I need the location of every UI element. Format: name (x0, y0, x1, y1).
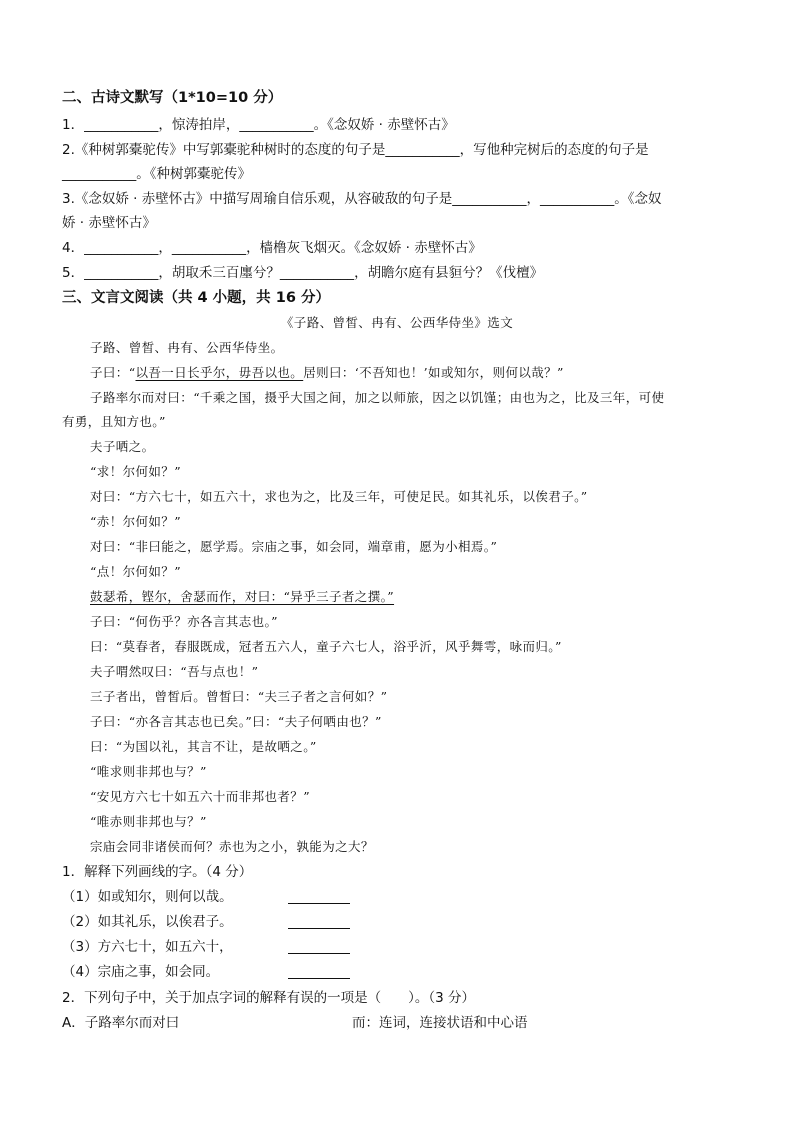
sub-question: （1）如或知尔，则何以哉。 (62, 889, 233, 905)
passage-line: “求！尔何如？” (90, 464, 181, 479)
question-2-4: 4．___________，___________，樯橹灰飞烟灭。《念奴娇 · 赤壁怀古》 (62, 240, 482, 256)
sub-question: （3）方六七十，如五六十， (62, 939, 233, 955)
answer-blank[interactable] (288, 889, 350, 904)
question-2-1: 1．___________，惊涛拍岸，___________。《念奴娇 · 赤壁怀古》 (62, 117, 455, 133)
passage-line: “唯赤则非邦也与？” (90, 814, 207, 829)
option-a-explanation: 而：连词，连接状语和中心语 (352, 1015, 528, 1031)
option-a-sentence: A．子路率尔而对曰 (62, 1015, 180, 1031)
passage-line: 夫子哂之。 (90, 439, 155, 454)
question-2-5: 5．___________，胡取禾三百廛兮？___________，胡瞻尔庭有县貆兮？《伐檀》 (62, 265, 544, 281)
question-2-2: 2.《种树郭橐驼传》中写郭橐驼种树时的态度的句子是___________，写他种完树后的态度的句子是 (62, 142, 649, 158)
passage-line: 子路率尔而对曰：“千乘之国，摄乎大国之间，加之以师旅，因之以饥馑；由也为之，比及三年，可使 (90, 390, 665, 405)
sub-question: （4）宗庙之事，如会同。 (62, 964, 220, 980)
question-2-2-cont: ___________。《种树郭橐驼传》 (62, 166, 251, 182)
sub-question: （2）如其礼乐，以俟君子。 (62, 914, 233, 930)
passage-line: 子曰：“亦各言其志也已矣。”曰：“夫子何哂由也？” (90, 714, 382, 729)
passage-line: 三子者出，曾皙后。曾皙曰：“夫三子者之言何如？” (90, 689, 388, 704)
underlined-sentence: 以吾一日长乎尔，毋吾以也。 (135, 365, 304, 380)
option-a (62, 1013, 734, 1033)
passage-line: 有勇，且知方也。” (62, 414, 166, 429)
passage-line: 对曰：“非曰能之，愿学焉。宗庙之事，如会同，端章甫，愿为小相焉。” (90, 539, 498, 554)
passage-line: “点！尔何如？” (90, 564, 181, 579)
passage-line: 夫子喟然叹曰：“吾与点也！” (90, 664, 259, 679)
question-2-3-cont: 娇 · 赤壁怀古》 (62, 215, 156, 231)
passage-line: 对曰：“方六七十，如五六十，求也为之，比及三年，可使足民。如其礼乐，以俟君子。” (90, 489, 588, 504)
underlined-passage-line: 鼓瑟希，铿尔，舍瑟而作，对曰：“异乎三子者之撰。” (90, 589, 395, 604)
section-2-title: 二、古诗文默写（1*10=10 分） (62, 90, 283, 106)
passage-title: 《子路、曾皙、冉有、公西华侍坐》选文 (280, 315, 514, 330)
question-2-3: 3.《念奴娇 · 赤壁怀古》中描写周瑜自信乐观，从容破敌的句子是___________，___________。《念奴 (62, 191, 662, 207)
passage-line: 子曰：“何伤乎？亦各言其志也。” (90, 614, 278, 629)
passage-line: 曰：“莫春者，春服既成，冠者五六人，童子六七人，浴乎沂，风乎舞雩，咏而归。” (90, 639, 562, 654)
section-3-title: 三、文言文阅读（共 4 小题，共 16 分） (62, 290, 330, 306)
passage-line: “安见方六七十如五六十而非邦也者？” (90, 789, 310, 804)
passage-line: “赤！尔何如？” (90, 514, 181, 529)
passage-line: 曰：“为国以礼，其言不让，是故哂之。” (90, 739, 317, 754)
passage-line (90, 363, 734, 383)
passage-text: 子曰：“ (90, 365, 136, 380)
passage-line: 宗庙会同非诸侯而何？赤也为之小，孰能为之大？ (90, 839, 374, 854)
passage-text: 居则曰：‘不吾知也！’如或知尔，则何以哉？” (303, 365, 564, 380)
passage-line: 子路、曾皙、冉有、公西华侍坐。 (90, 340, 284, 355)
answer-blank[interactable] (288, 939, 350, 954)
question-3-2: 2．下列句子中，关于加点字词的解释有误的一项是（ ）。（3 分） (62, 990, 475, 1006)
question-3-1: 1．解释下列画线的字。（4 分） (62, 864, 253, 880)
passage-line: “唯求则非邦也与？” (90, 764, 207, 779)
answer-blank[interactable] (288, 914, 350, 929)
answer-blank[interactable] (288, 964, 350, 979)
